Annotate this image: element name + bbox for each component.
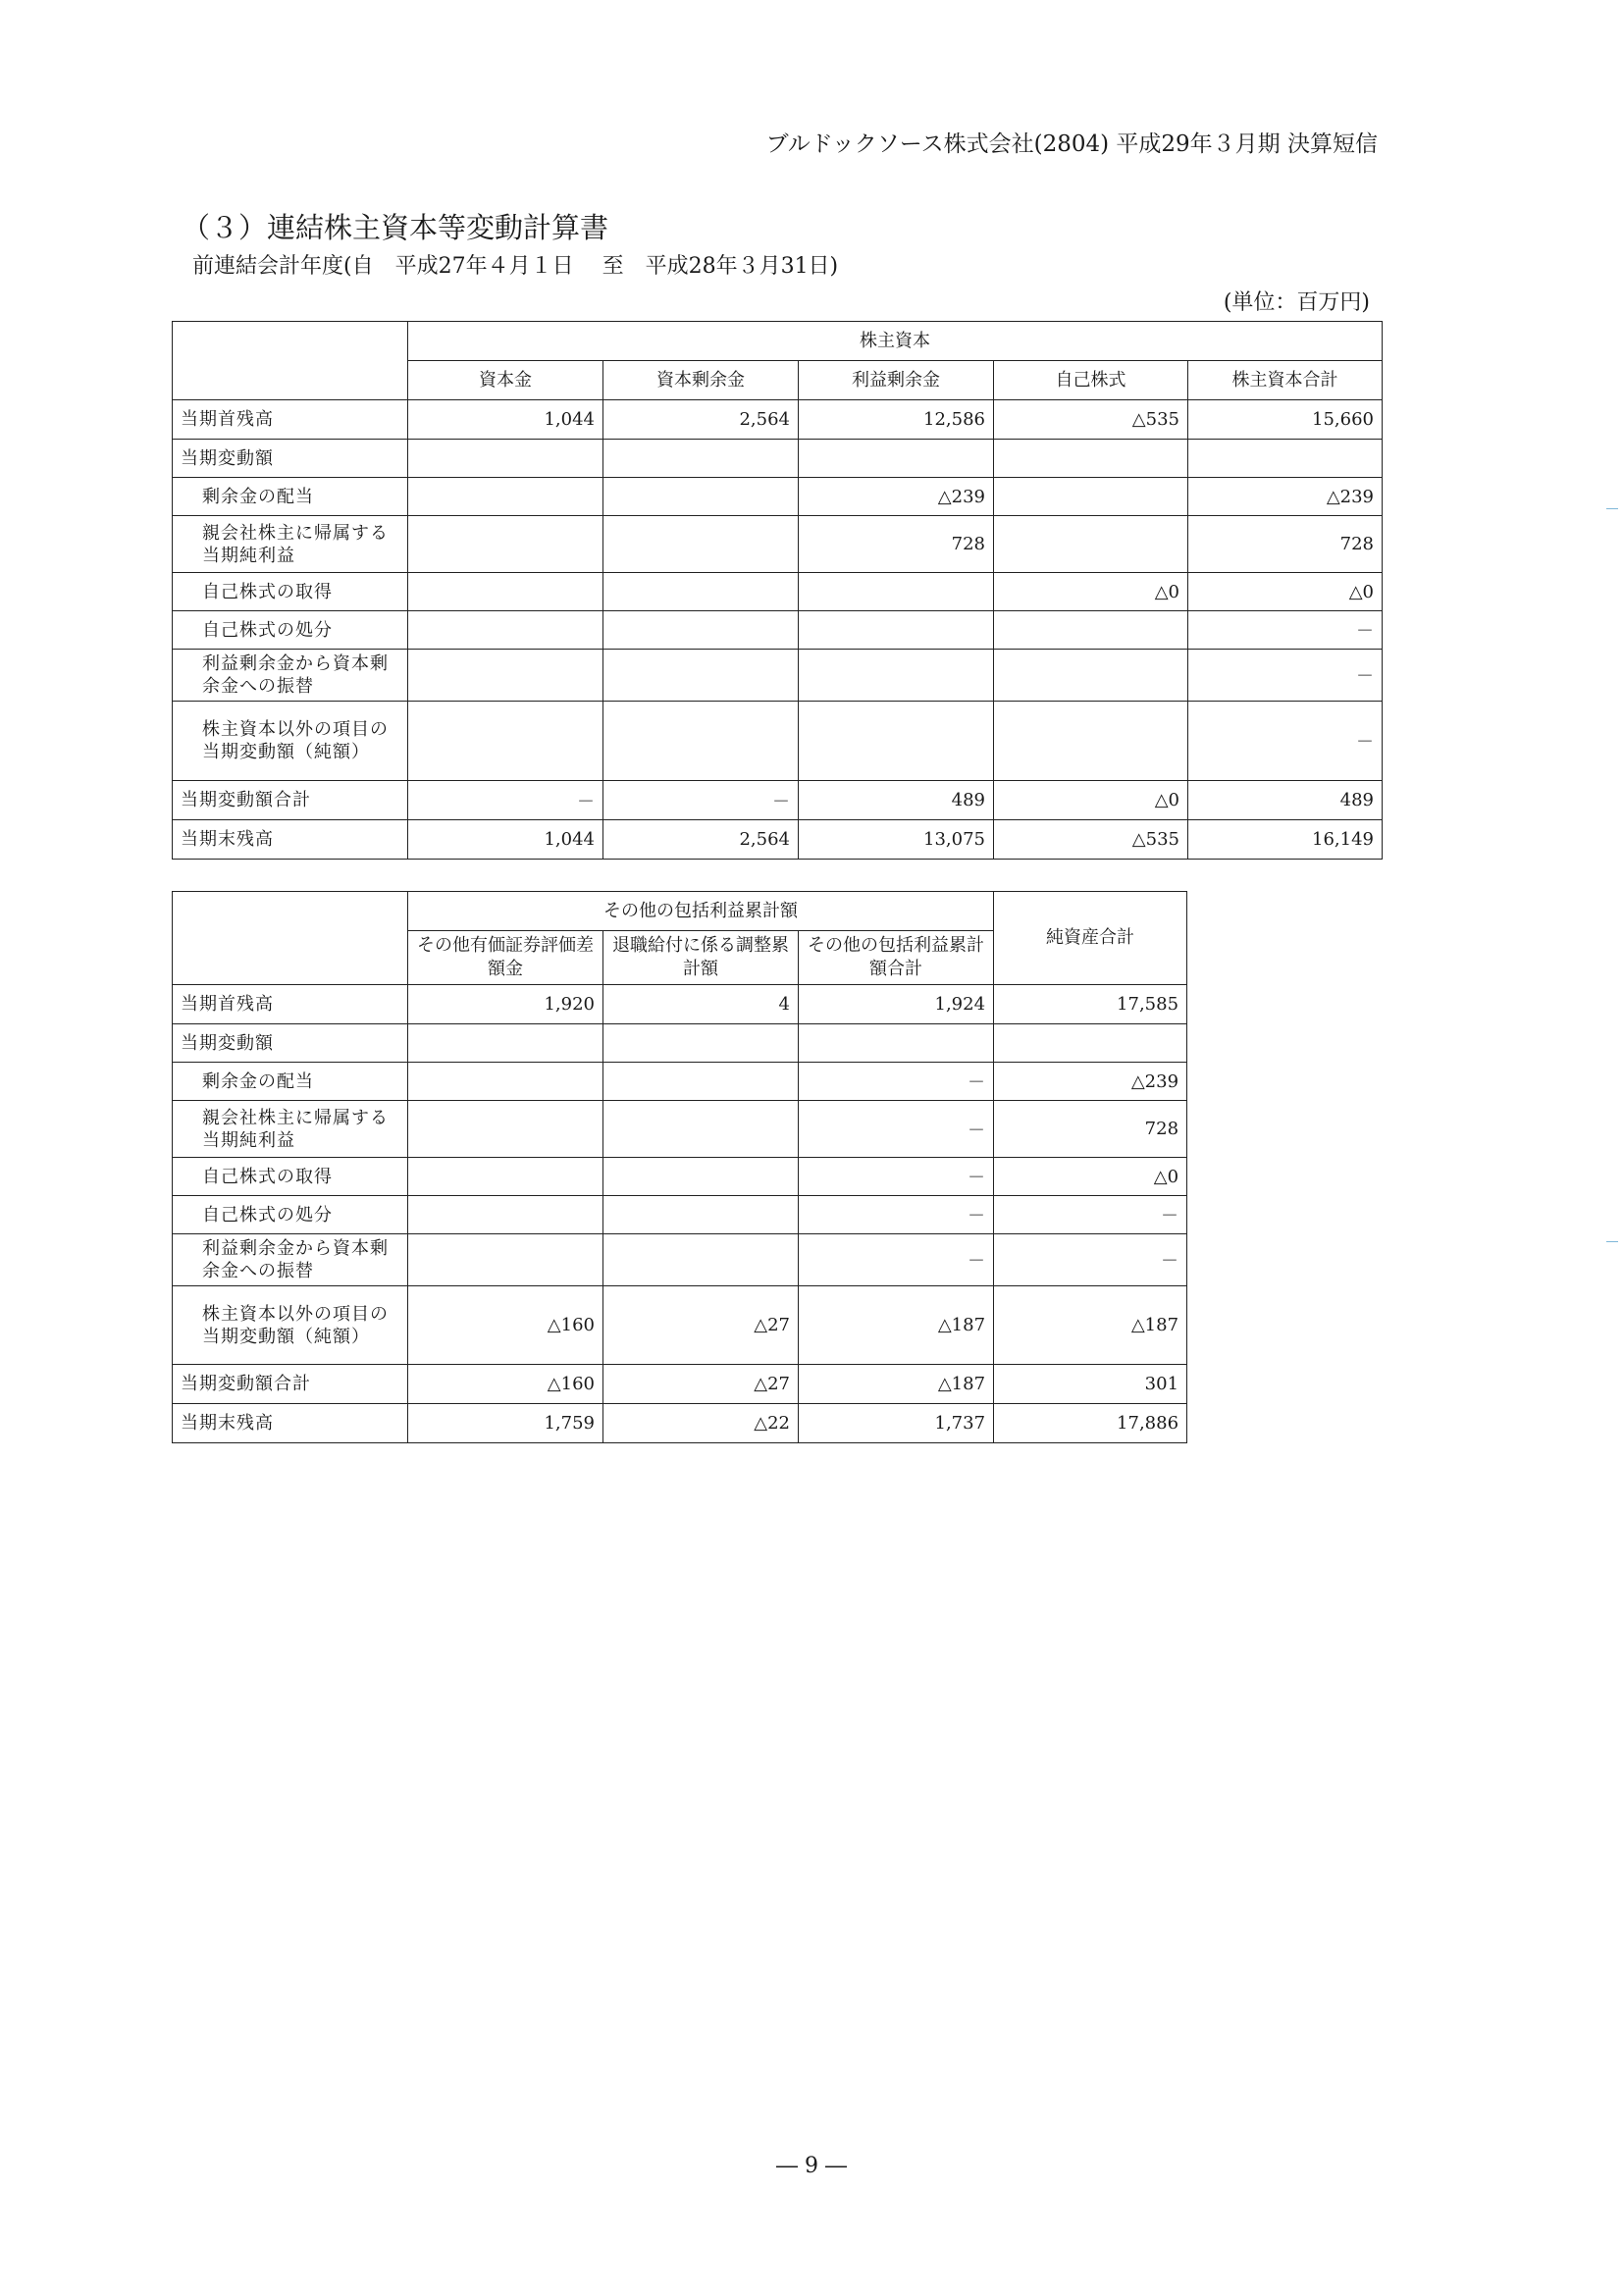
- value-cell: [408, 702, 603, 781]
- value-cell: [408, 650, 603, 702]
- row-label: 剰余金の配当: [173, 1063, 408, 1101]
- unit-label: (単位：百万円): [1223, 290, 1370, 315]
- value-cell: －: [799, 1063, 994, 1101]
- row-label: 親会社株主に帰属する当期純利益: [173, 1101, 408, 1158]
- group-header: その他の包括利益累計額: [408, 892, 994, 931]
- table-row: [173, 985, 1187, 1024]
- value-cell: 728: [994, 1101, 1187, 1158]
- value-cell: [1188, 440, 1383, 478]
- value-cell: －: [994, 1234, 1187, 1286]
- value-cell: [408, 1196, 603, 1234]
- value-cell: 1,759: [408, 1404, 603, 1443]
- table-row: [173, 1101, 1187, 1158]
- value-cell: [799, 702, 994, 781]
- value-cell: [603, 440, 799, 478]
- table-row: [173, 478, 1383, 516]
- value-cell: [603, 573, 799, 611]
- value-cell: △187: [994, 1286, 1187, 1365]
- value-cell: [408, 1101, 603, 1158]
- value-cell: [994, 611, 1188, 650]
- value-cell: 728: [1188, 516, 1383, 573]
- table-row: [173, 820, 1383, 860]
- value-cell: [603, 1024, 799, 1063]
- value-cell: [994, 650, 1188, 702]
- value-cell: 489: [799, 781, 994, 820]
- table-row: [173, 400, 1383, 440]
- value-cell: [408, 573, 603, 611]
- row-label: 当期変動額: [173, 440, 408, 478]
- table-row: [173, 1365, 1187, 1404]
- row-label: 当期変動額合計: [173, 1365, 408, 1404]
- column-header: その他の包括利益累計額合計: [799, 931, 994, 985]
- column-header: 退職給付に係る調整累計額: [603, 931, 799, 985]
- column-header: 自己株式: [994, 361, 1188, 400]
- value-cell: △187: [799, 1286, 994, 1365]
- value-cell: －: [603, 781, 799, 820]
- value-cell: 4: [603, 985, 799, 1024]
- row-label: 当期変動額合計: [173, 781, 408, 820]
- value-cell: [408, 516, 603, 573]
- value-cell: [603, 478, 799, 516]
- value-cell: [408, 1234, 603, 1286]
- value-cell: 15,660: [1188, 400, 1383, 440]
- group-header: 株主資本: [408, 322, 1383, 361]
- company-header: ブルドックソース株式会社(2804) 平成29年３月期 決算短信: [765, 131, 1378, 157]
- value-cell: [799, 1024, 994, 1063]
- value-cell: －: [799, 1158, 994, 1196]
- value-cell: △27: [603, 1365, 799, 1404]
- value-cell: －: [799, 1234, 994, 1286]
- value-cell: [603, 1196, 799, 1234]
- value-cell: [799, 611, 994, 650]
- value-cell: [603, 1234, 799, 1286]
- value-cell: －: [1188, 650, 1383, 702]
- row-label: 自己株式の取得: [173, 1158, 408, 1196]
- row-label: 自己株式の取得: [173, 573, 408, 611]
- shareholders-equity-table: [172, 321, 1383, 860]
- table-row: [173, 1404, 1187, 1443]
- value-cell: △160: [408, 1286, 603, 1365]
- value-cell: [994, 1024, 1187, 1063]
- column-header: 株主資本合計: [1188, 361, 1383, 400]
- row-label: 親会社株主に帰属する当期純利益: [173, 516, 408, 573]
- value-cell: △0: [994, 1158, 1187, 1196]
- value-cell: △535: [994, 820, 1188, 860]
- column-header: 資本剰余金: [603, 361, 799, 400]
- value-cell: 301: [994, 1365, 1187, 1404]
- value-cell: 17,585: [994, 985, 1187, 1024]
- value-cell: [603, 702, 799, 781]
- value-cell: 17,886: [994, 1404, 1187, 1443]
- value-cell: △535: [994, 400, 1188, 440]
- value-cell: △22: [603, 1404, 799, 1443]
- row-label: 当期末残高: [173, 820, 408, 860]
- scan-edge-mark: [1606, 508, 1618, 509]
- row-label: 当期変動額: [173, 1024, 408, 1063]
- table-row: [173, 440, 1383, 478]
- table-row: [173, 702, 1383, 781]
- value-cell: △239: [994, 1063, 1187, 1101]
- table-row: [173, 781, 1383, 820]
- row-label: 当期首残高: [173, 985, 408, 1024]
- value-cell: 489: [1188, 781, 1383, 820]
- value-cell: 1,924: [799, 985, 994, 1024]
- value-cell: 1,920: [408, 985, 603, 1024]
- table-row: [173, 611, 1383, 650]
- row-label-header: [173, 892, 408, 985]
- column-header: 純資産合計: [994, 892, 1187, 985]
- section-title: （３）連結株主資本等変動計算書: [182, 211, 609, 244]
- value-cell: －: [799, 1196, 994, 1234]
- row-label: 利益剰余金から資本剰余金への振替: [173, 650, 408, 702]
- value-cell: △0: [1188, 573, 1383, 611]
- value-cell: －: [799, 1101, 994, 1158]
- row-label: 株主資本以外の項目の当期変動額（純額）: [173, 1286, 408, 1365]
- column-header: その他有価証券評価差額金: [408, 931, 603, 985]
- value-cell: [799, 440, 994, 478]
- value-cell: [603, 1158, 799, 1196]
- value-cell: △239: [799, 478, 994, 516]
- value-cell: [603, 516, 799, 573]
- table-row: [173, 1234, 1187, 1286]
- value-cell: [799, 573, 994, 611]
- table-row: [173, 650, 1383, 702]
- value-cell: 1,737: [799, 1404, 994, 1443]
- value-cell: [799, 650, 994, 702]
- value-cell: 12,586: [799, 400, 994, 440]
- value-cell: －: [994, 1196, 1187, 1234]
- value-cell: △187: [799, 1365, 994, 1404]
- row-label: 自己株式の処分: [173, 1196, 408, 1234]
- value-cell: －: [1188, 611, 1383, 650]
- row-label: 剰余金の配当: [173, 478, 408, 516]
- table-row: [173, 516, 1383, 573]
- value-cell: [408, 611, 603, 650]
- row-label: 株主資本以外の項目の当期変動額（純額）: [173, 702, 408, 781]
- column-header: 資本金: [408, 361, 603, 400]
- row-label: 当期末残高: [173, 1404, 408, 1443]
- value-cell: 16,149: [1188, 820, 1383, 860]
- value-cell: △0: [994, 781, 1188, 820]
- table-row: [173, 1196, 1187, 1234]
- value-cell: 1,044: [408, 820, 603, 860]
- value-cell: [408, 478, 603, 516]
- value-cell: 1,044: [408, 400, 603, 440]
- value-cell: [994, 440, 1188, 478]
- table-row: [173, 573, 1383, 611]
- value-cell: △27: [603, 1286, 799, 1365]
- value-cell: [603, 611, 799, 650]
- fiscal-period: 前連結会計年度(自 平成27年４月１日 至 平成28年３月31日): [192, 254, 839, 279]
- value-cell: [994, 478, 1188, 516]
- row-label: 利益剰余金から資本剰余金への振替: [173, 1234, 408, 1286]
- value-cell: 13,075: [799, 820, 994, 860]
- row-label-header: [173, 322, 408, 400]
- value-cell: [408, 440, 603, 478]
- scan-edge-mark: [1606, 1241, 1618, 1242]
- row-label: 自己株式の処分: [173, 611, 408, 650]
- value-cell: [994, 702, 1188, 781]
- value-cell: △160: [408, 1365, 603, 1404]
- row-label: 当期首残高: [173, 400, 408, 440]
- value-cell: [994, 516, 1188, 573]
- value-cell: [603, 650, 799, 702]
- table-row: [173, 1286, 1187, 1365]
- column-header: 利益剰余金: [799, 361, 994, 400]
- page-number: ― 9 ―: [776, 2154, 847, 2178]
- other-comprehensive-income-table: [172, 891, 1187, 1443]
- table-row: [173, 1063, 1187, 1101]
- value-cell: [408, 1024, 603, 1063]
- value-cell: [603, 1101, 799, 1158]
- value-cell: △0: [994, 573, 1188, 611]
- value-cell: [603, 1063, 799, 1101]
- table-row: [173, 1024, 1187, 1063]
- value-cell: 2,564: [603, 400, 799, 440]
- table-row: [173, 1158, 1187, 1196]
- value-cell: 728: [799, 516, 994, 573]
- value-cell: [408, 1063, 603, 1101]
- value-cell: [408, 1158, 603, 1196]
- value-cell: △239: [1188, 478, 1383, 516]
- value-cell: －: [408, 781, 603, 820]
- value-cell: 2,564: [603, 820, 799, 860]
- value-cell: －: [1188, 702, 1383, 781]
